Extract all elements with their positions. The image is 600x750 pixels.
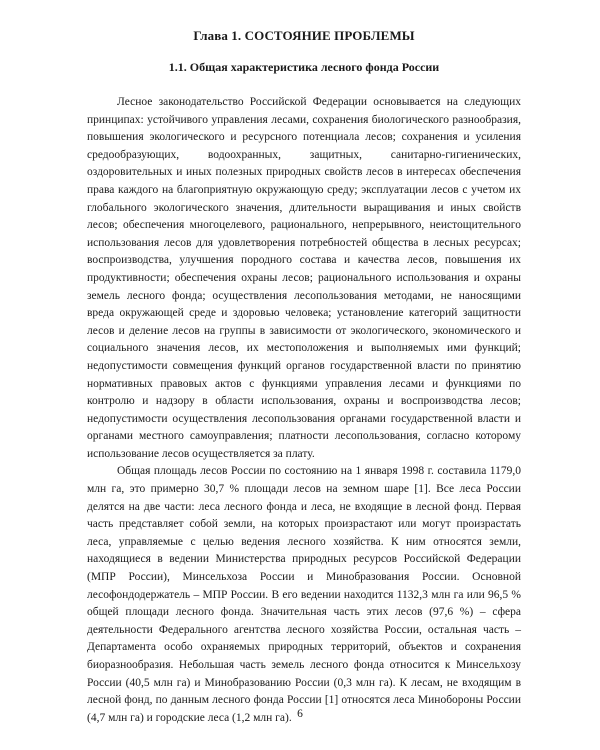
section-title: 1.1. Общая характеристика лесного фонда России xyxy=(168,60,440,74)
paragraph-2: Общая площадь лесов России по состоянию на 1 января 1998 г. составила 1179,0 млн га, это примерно 30,7 % площади лесов на земном шаре [1]. Все леса России делятся на две части: леса лесного фонда и леса, не входящие в лесной фонд. Первая часть представляет собой земли, на которых произрастают или могут произрастать леса, управляемые с целью ведения лесного хозяйства. К ним относятся земли, находящиеся в ведении Министерства природных ресурсов Российской Федерации (МПР России), Минсельхоза России и Минобразования России. Основной лесофондодержатель – МПР России. В его ведении находится 1132,3 млн га или 96,5 % общей площади лесного фонда. Значительная часть этих лесов (97,6 %) – сфера деятельности Федерального агентства лесного хозяйства России, остальная часть – Департамента особо охраняемых природных территорий, объектов и сохранения биоразнообразия. Небольшая часть земель лесного фонда относится к Минсельхозу России (40,5 млн га) и Минобразованию России (0,3 млн га). К лесам, не входящим в лесной фонд, по данным лесного фонда России [1] относятся леса Минобороны России (4,7 млн га) и городские леса (1,2 млн га). xyxy=(87,465,521,724)
page-body xyxy=(87,28,521,727)
page-number: 6 xyxy=(297,708,303,720)
paragraph-1: Лесное законодательство Российской Федерации основывается на следующих принципах: устойчивого управления лесами, сохранения биологического разнообразия, повышения экологического и ресурсного потенциала лесов; сохранения и усиления средообразующих, водоохранных, защитных, санитарно-гигиенических, оздоровительных и иных полезных природных свойств лесов в интересах обеспечения права каждого на благоприятную окружающую среду; эксплуатации лесов с учетом их глобального экологического значения, длительности выращивания и иных свойств лесов; обеспечения многоцелевого, рационального, непрерывного, неистощительного использования лесов для удовлетворения потребностей общества в лесных ресурсах; воспроизводства, улучшения породного состава и качества лесов, повышения их продуктивности; обеспечения охраны лесов; рационального использования и охраны земель лесного фонда; осуществления лесопользования методами, не наносящими вреда окружающей среде и здоровью человека; установление категорий защитности лесов и деление лесов на группы в зависимости от экологического, экономического и социального значения лесов, их местоположения и выполняемых ими функций; недопустимости совмещения функций органов государственной власти по принятию нормативных правовых актов с функциями управления лесами и функциями по контролю и надзору в области использования, охраны и воспроизводства лесов; недопустимости осуществления лесопользования органами государственной власти и органами местного самоуправления; платности лесопользования, согласно которому использование лесов осуществляется за плату. xyxy=(87,96,521,460)
chapter-title: Глава 1. СОСТОЯНИЕ ПРОБЛЕМЫ xyxy=(193,28,415,43)
